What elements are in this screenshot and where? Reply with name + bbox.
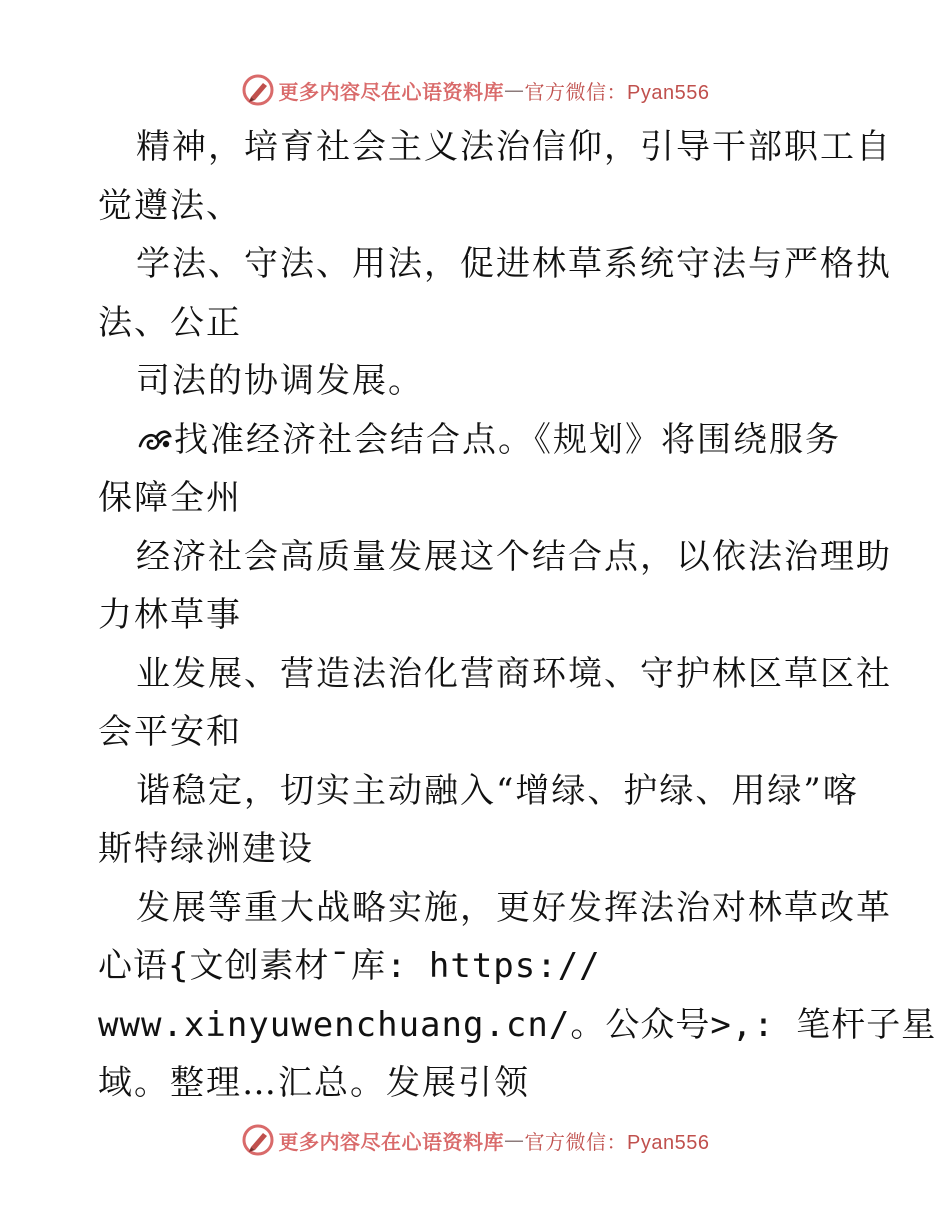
text-line: 司法的协调发展。 (136, 361, 424, 401)
watermark-account: 官方微信：Pyan556 (524, 81, 710, 104)
text-line: 斯特绿洲建设 (98, 829, 314, 869)
text-line: 业发展、营造法治化营商环境、守护林区草区社 (136, 653, 892, 694)
text-line: 心语{文创素材¯库: https:// (98, 946, 601, 986)
watermark-text: 更多内容尽在心语资料库 (278, 79, 505, 104)
pen-logo-icon (241, 1123, 275, 1157)
text-line: 经济社会高质量发展这个结合点，以依法治理助 (136, 536, 892, 577)
text-line: 域。整理…汇总。发展引领 (98, 1063, 530, 1103)
watermark-separator: — (504, 78, 525, 102)
document-body (98, 118, 937, 1113)
text-line: 发展等重大战略实施，更好发挥法治对林草改革 (136, 887, 892, 928)
footer-watermark (0, 1120, 950, 1160)
pen-logo-icon (241, 73, 275, 107)
text-line: 会平安和 (98, 712, 242, 752)
text-line-with-bullet (98, 411, 858, 470)
text-line: 法、公正 (98, 302, 242, 343)
leaf-ornament-icon (136, 424, 174, 454)
watermark-separator: — (504, 1128, 525, 1152)
text-line: 精神，培育社会主义法治信仰，引导干部职工自 (136, 127, 892, 167)
text-line: www.xinyuwenchuang.cn/。公众号>,: 笔杆子星 (98, 1004, 937, 1045)
text-line: 力林草事 (98, 595, 242, 635)
watermark-account: 官方微信：Pyan556 (524, 1131, 710, 1154)
bullet-line-text: 找准经济社会结合点。《规划》将围绕服务 (174, 419, 841, 460)
text-line: 学法、守法、用法，促进林草系统守法与严格执 (136, 244, 892, 284)
text-line: 保障全州 (98, 478, 242, 518)
header-watermark (0, 70, 950, 110)
text-line: 觉遵法、 (98, 185, 242, 226)
watermark-text: 更多内容尽在心语资料库 (278, 1129, 505, 1154)
text-line: 谐稳定，切实主动融入“增绿、护绿、用绿”喀 (136, 770, 859, 811)
